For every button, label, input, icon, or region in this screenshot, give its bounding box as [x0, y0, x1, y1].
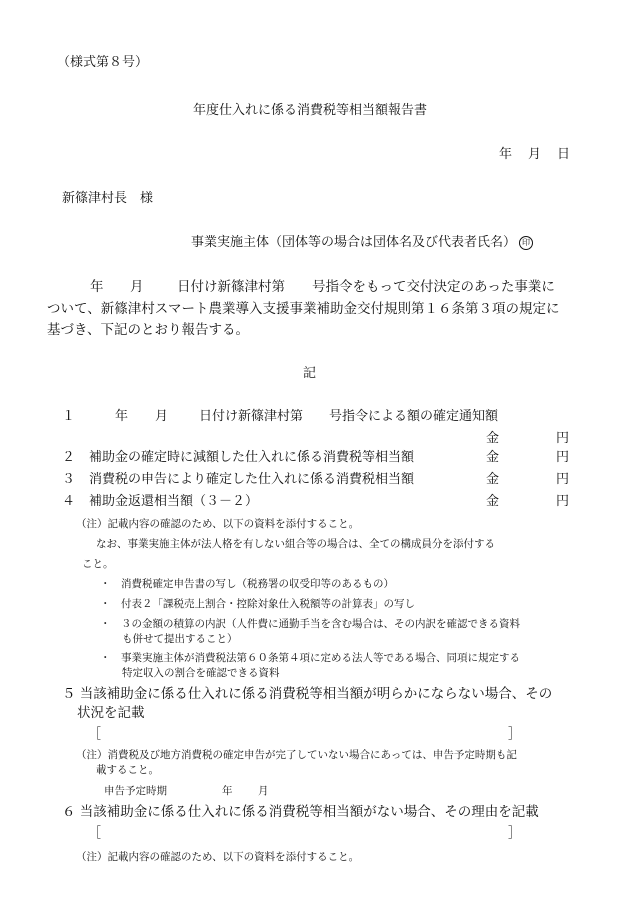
note-1-line-1: （注）記載内容の確認のため、以下の資料を添付すること。: [76, 518, 360, 530]
item-4-kin: 金: [486, 494, 500, 509]
date-month-label: 月: [528, 147, 542, 162]
item-6-bracket-open: ［: [88, 826, 102, 841]
attachment-item-4: ・ 事業実施主体が消費税法第６０条第４項に定める法人等である場合、同項に規定する: [100, 652, 520, 664]
attachment-item-1: ・ 消費税確定申告書の写し（税務署の収受印等のあるもの）: [100, 578, 394, 590]
item-2-yen: 円: [556, 450, 570, 465]
attachment-item-3-continued: も併せて提出すること）: [122, 633, 238, 645]
item-5-line-2: 状況を記載: [77, 705, 145, 721]
filing-schedule-month: 月: [258, 785, 269, 797]
ki-heading: 記: [303, 366, 317, 381]
item-1-number: １: [62, 409, 76, 424]
note-2-line-2: 載すること。: [96, 764, 159, 776]
filing-schedule-year: 年: [222, 785, 233, 797]
note-1-line-2: なお、事業実施主体が法人格を有しない組合等の場合は、全ての構成員分を添付する: [96, 538, 495, 550]
body-line-2: ついて、新篠津村スマート農業導入支援事業補助金交付規則第１６条第３項の規定に: [47, 301, 560, 317]
item-4-number: ４: [62, 494, 76, 509]
item-1-text: 日付け新篠津村第 号指令による額の確定通知額: [199, 409, 499, 424]
attachment-item-2: ・ 付表２「課税売上割合・控除対象仕入税額等の計算表」の写し: [100, 598, 415, 610]
item-3-text: 消費税の申告により確定した仕入れに係る消費税相当額: [89, 472, 415, 487]
note-1-line-3: こと。: [82, 558, 114, 570]
date-year-label: 年: [499, 147, 513, 162]
item-2-number: ２: [62, 450, 76, 465]
item-4-text: 補助金返還相当額（３－２）: [89, 494, 259, 509]
item-4-yen: 円: [556, 494, 570, 509]
item-1-yen: 円: [556, 431, 570, 446]
item-2-kin: 金: [486, 450, 500, 465]
body-month-label: 月: [130, 279, 144, 295]
applicant-line: [191, 235, 533, 251]
item-1-kin: 金: [486, 431, 500, 446]
addressee: 新篠津村長 様: [62, 191, 154, 206]
item-3-kin: 金: [486, 472, 500, 487]
item-5-bracket-open: ［: [88, 727, 102, 742]
note-3: （注）記載内容の確認のため、以下の資料を添付すること。: [76, 851, 360, 863]
item-1-year-label: 年: [115, 409, 129, 424]
note-2-line-1: （注）消費税及び地方消費税の確定申告が完了していない場合にあっては、申告予定時期も記: [76, 749, 517, 761]
item-3-yen: 円: [556, 472, 570, 487]
attachment-item-3: ・ ３の金額の積算の内訳（人件費に通勤手当を含む場合は、その内訳を確認できる資料: [100, 618, 520, 630]
item-1-month-label: 月: [155, 409, 169, 424]
body-line-3: 基づき、下記のとおり報告する。: [47, 322, 249, 338]
document-title: 年度仕入れに係る消費税等相当額報告書: [193, 103, 428, 118]
date-day-label: 日: [557, 147, 571, 162]
filing-schedule-label: 申告予定時期: [104, 785, 167, 797]
attachment-item-4-continued: 特定収入の割合を確認できる資料: [122, 667, 280, 679]
item-2-text: 補助金の確定時に減額した仕入れに係る消費税等相当額: [89, 450, 415, 465]
form-number: （様式第８号）: [57, 55, 149, 70]
seal-mark: 印: [519, 236, 533, 250]
item-6-bracket-close: ］: [508, 826, 522, 841]
item-3-number: ３: [62, 472, 76, 487]
item-5-bracket-close: ］: [508, 727, 522, 742]
body-year-label: 年: [90, 279, 104, 295]
item-5-line-1: ５ 当該補助金に係る仕入れに係る消費税等相当額が明らかにならない場合、その: [62, 686, 553, 702]
applicant-label: 事業実施主体（団体等の場合は団体名及び代表者氏名）: [191, 235, 517, 250]
item-6-line-1: ６ 当該補助金に係る仕入れに係る消費税等相当額がない場合、その理由を記載: [62, 804, 539, 820]
body-line-1: 日付け新篠津村第 号指令をもって交付決定のあった事業に: [177, 279, 555, 295]
